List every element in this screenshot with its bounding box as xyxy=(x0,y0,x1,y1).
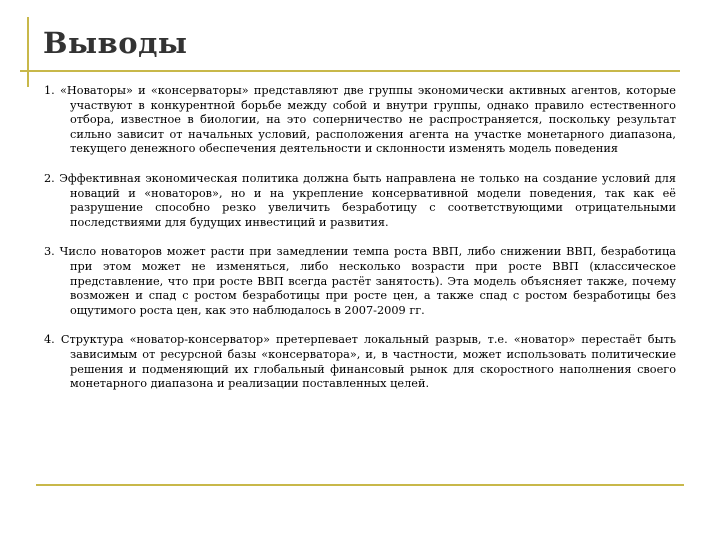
bottom-divider-line xyxy=(36,484,684,486)
conclusions-list xyxy=(44,84,676,392)
title-underline xyxy=(20,70,680,72)
title-accent-vertical-line xyxy=(27,17,29,87)
conclusion-item-2: 2. Эффективная экономическая политика должна быть направлена не только на создание условий для новаций и «новаторов», но и на укрепление консервативной модели поведения, так как её разрушение способно резко увеличить безработицу с соответствующими отрицательными последствиями для будущих инвестиций и развития. xyxy=(44,171,676,229)
conclusion-item-3: 3. Число новаторов может расти при замедлении темпа роста ВВП, либо снижении ВВП, безработица при этом может не изменяться, либо несколько возрасти при росте ВВП (классическое представление, что при росте ВВП всегда растёт занятость). Эта модель объясняет также, почему возможен и спад с ростом безработицы при росте цен, а также спад с ростом безработицы без ощутимого роста цен, как это наблюдалось в 2007-2009 гг. xyxy=(44,245,676,317)
conclusion-item-1: 1. «Новаторы» и «консерваторы» представляют две группы экономически активных агентов, которые участвуют в конкурентной борьбе между собой и внутри группы, однако правило естественного отбора, известное в биологии, на это соперничество не распространяется, поскольку результат сильно зависит от начальных условий, расположения агента на участке монетарного диапазона, текущего денежного обеспечения деятельности и склонности изменять модель поведения xyxy=(44,84,676,156)
slide-title: Выводы xyxy=(43,26,188,60)
conclusion-item-4: 4. Структура «новатор-консерватор» претерпевает локальный разрыв, т.е. «новатор» перестаёт быть зависимым от ресурсной базы «консерватора», и, в частности, может использовать политические решения и подменяющий их глобальный финансовый рынок для скоростного наполнения своего монетарного диапазона и реализации поставленных целей. xyxy=(44,333,676,391)
